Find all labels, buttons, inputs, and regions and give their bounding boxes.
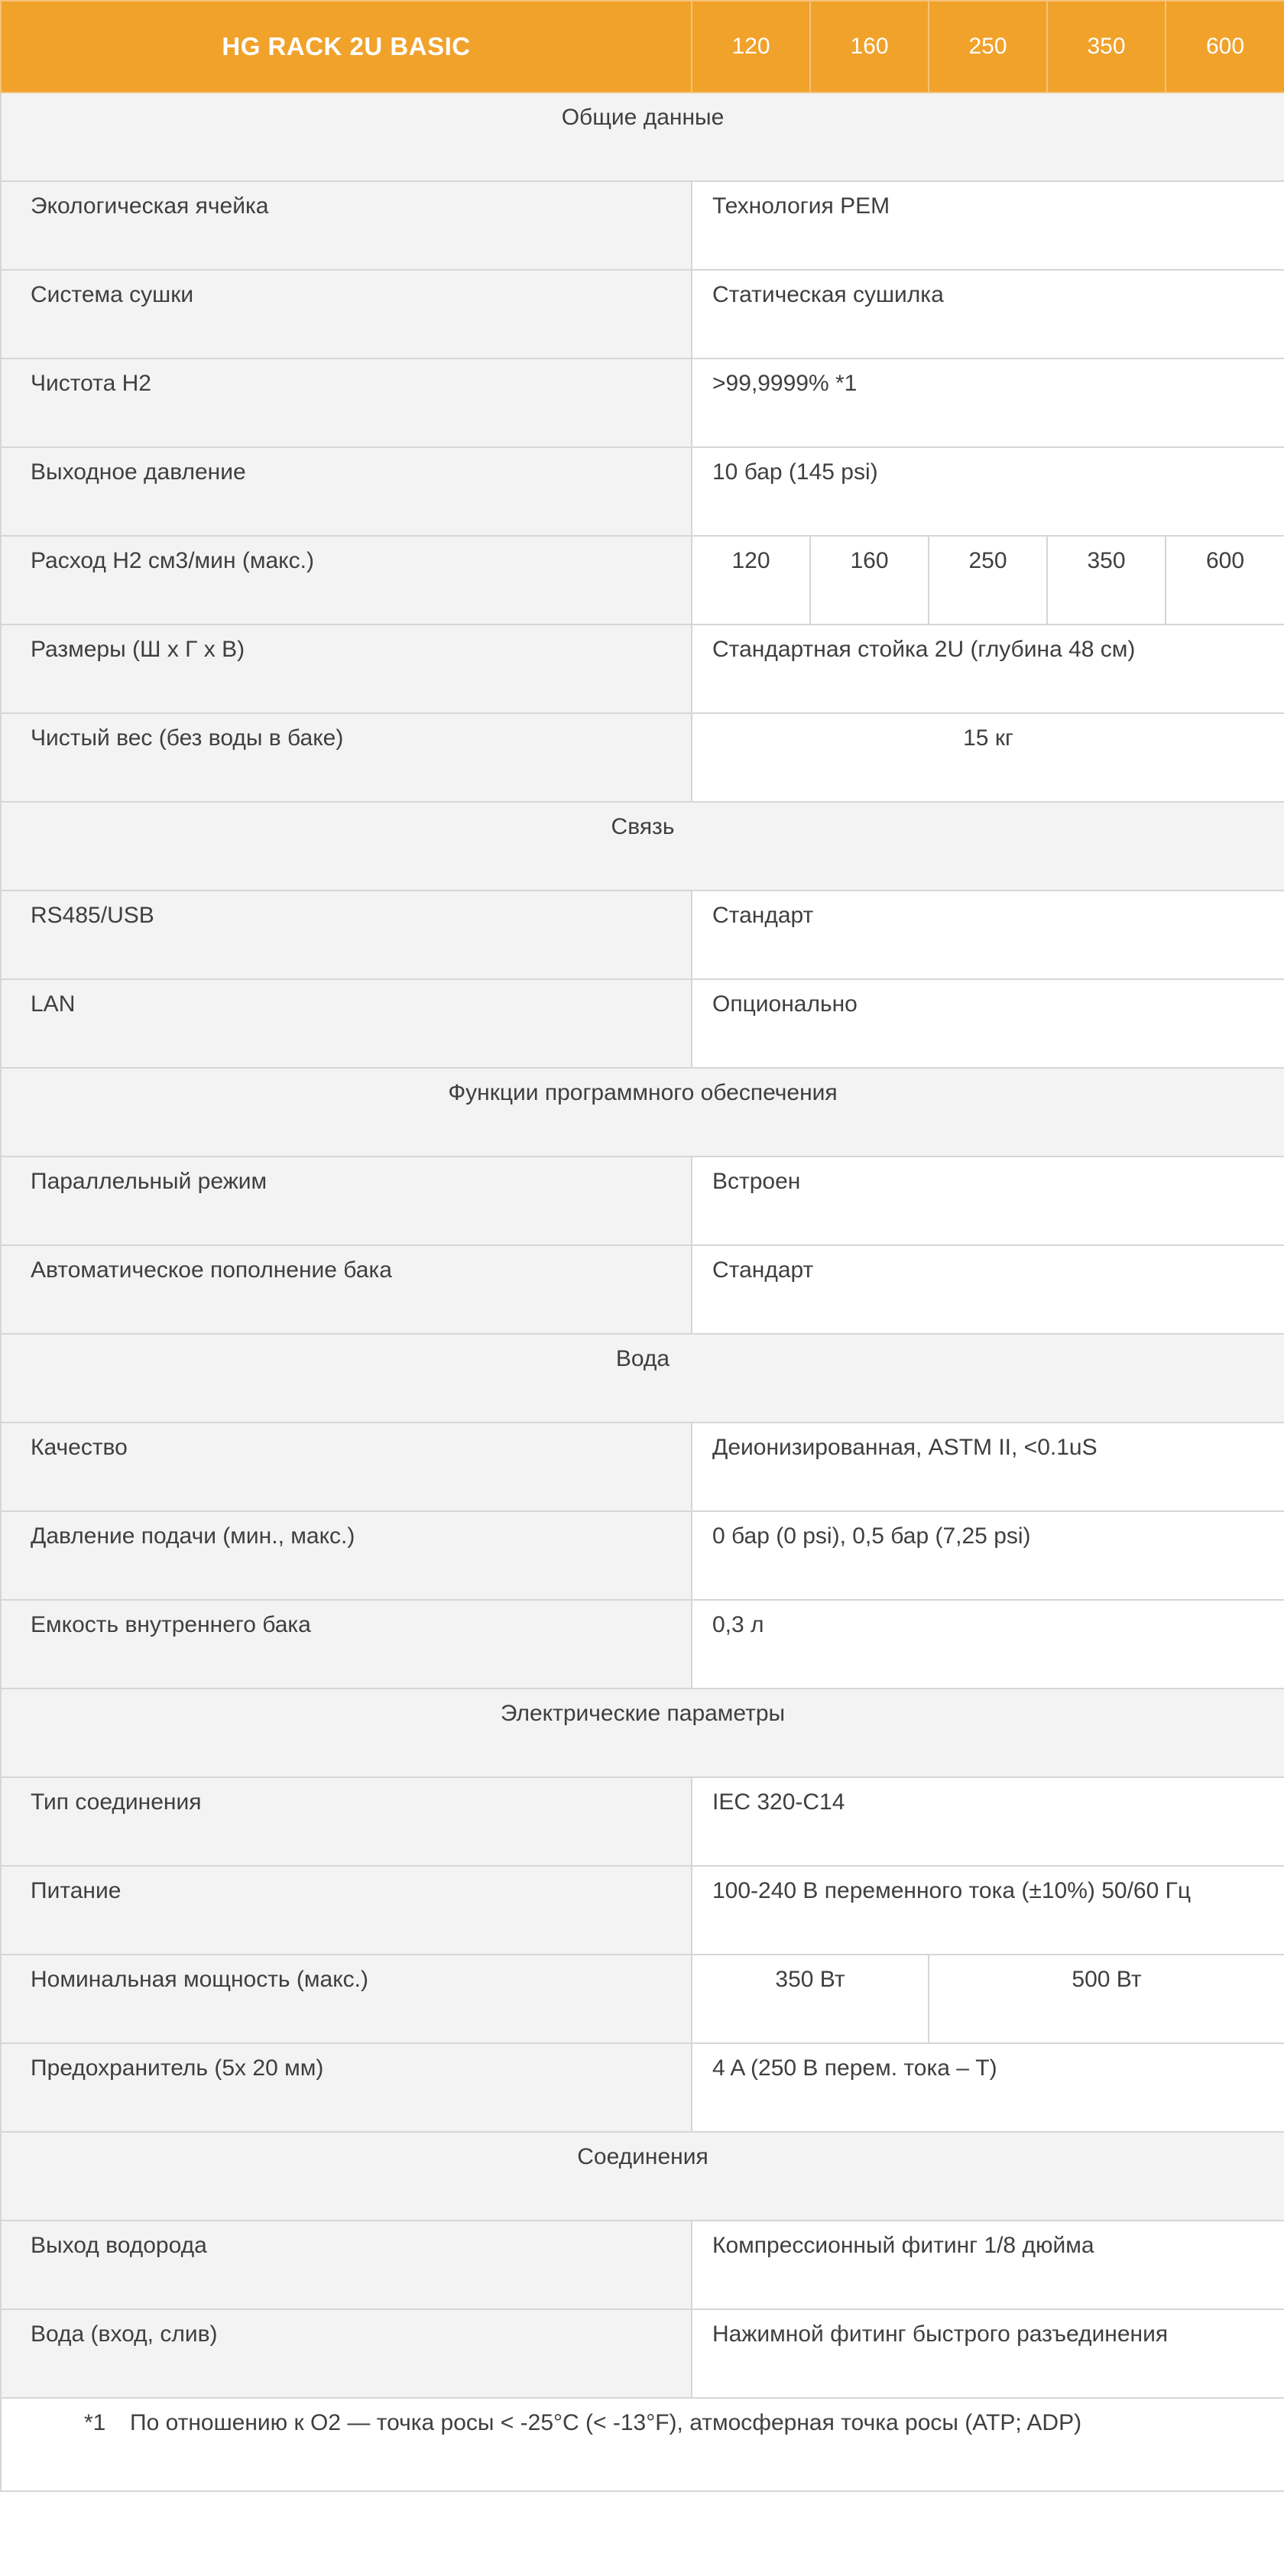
- spec-value: Стандарт: [692, 1245, 1284, 1334]
- section-title: Вода: [1, 1334, 1284, 1423]
- spec-row: [1, 625, 1284, 713]
- spec-row: [1, 1511, 1284, 1600]
- spec-value: 0 бар (0 psi), 0,5 бар (7,25 psi): [692, 1511, 1284, 1600]
- section-row-electrical: [1, 1689, 1284, 1777]
- spec-value: Деионизированная, ASTM II, <0.1uS: [692, 1423, 1284, 1511]
- spec-row: [1, 181, 1284, 270]
- spec-value: Нажимной фитинг быстрого разъединения: [692, 2309, 1284, 2398]
- section-row-water: [1, 1334, 1284, 1423]
- section-title: Связь: [1, 802, 1284, 891]
- spec-label: Система сушки: [1, 270, 692, 358]
- model-column-header: 350: [1047, 1, 1166, 92]
- model-column-header: 120: [692, 1, 810, 92]
- spec-label: Экологическая ячейка: [1, 181, 692, 270]
- spec-row: [1, 447, 1284, 536]
- section-title: Соединения: [1, 2132, 1284, 2221]
- spec-value: Стандартная стойка 2U (глубина 48 см): [692, 625, 1284, 713]
- spec-row: [1, 1600, 1284, 1689]
- spec-value: Стандарт: [692, 891, 1284, 979]
- spec-label: Емкость внутреннего бака: [1, 1600, 692, 1689]
- spec-value: IEC 320-C14: [692, 1777, 1284, 1866]
- spec-label: Тип соединения: [1, 1777, 692, 1866]
- section-title: Функции программного обеспечения: [1, 1068, 1284, 1157]
- spec-label: Расход H2 см3/мин (макс.): [1, 536, 692, 625]
- spec-value: Встроен: [692, 1157, 1284, 1245]
- spec-value: 10 бар (145 psi): [692, 447, 1284, 536]
- spec-row: [1, 891, 1284, 979]
- model-column-header: 250: [929, 1, 1047, 92]
- spec-label: LAN: [1, 979, 692, 1068]
- spec-value: 100-240 В переменного тока (±10%) 50/60 Гц: [692, 1866, 1284, 1955]
- spec-row: [1, 979, 1284, 1068]
- section-row-general: [1, 92, 1284, 181]
- spec-value: 4 A (250 В перем. тока – T): [692, 2043, 1284, 2132]
- power-value: 500 Вт: [929, 1955, 1284, 2043]
- spec-label: Номинальная мощность (макс.): [1, 1955, 692, 2043]
- spec-value: Статическая сушилка: [692, 270, 1284, 358]
- spec-row: [1, 2221, 1284, 2309]
- spec-label: Чистый вес (без воды в баке): [1, 713, 692, 802]
- model-column-header: 160: [810, 1, 929, 92]
- flow-value: 350: [1047, 536, 1166, 625]
- spec-label: Вода (вход, слив): [1, 2309, 692, 2398]
- footnote-row: [1, 2398, 1284, 2491]
- spec-label: Выход водорода: [1, 2221, 692, 2309]
- model-column-header: 600: [1166, 1, 1284, 92]
- flow-value: 600: [1166, 536, 1284, 625]
- spec-row: [1, 2043, 1284, 2132]
- spec-value: >99,9999% *1: [692, 358, 1284, 447]
- flow-value: 120: [692, 536, 810, 625]
- spec-row: [1, 1157, 1284, 1245]
- section-row-software: [1, 1068, 1284, 1157]
- spec-label: RS485/USB: [1, 891, 692, 979]
- spec-label: Качество: [1, 1423, 692, 1511]
- header-row: [1, 1, 1284, 92]
- footnote-text: По отношению к O2 — точка росы < -25°C (< -13°F), атмосферная точка росы (ATP; ADP): [130, 2410, 1082, 2435]
- spec-value: 15 кг: [692, 713, 1284, 802]
- footnote: [1, 2398, 1284, 2491]
- spec-label: Параллельный режим: [1, 1157, 692, 1245]
- power-value: 350 Вт: [692, 1955, 929, 2043]
- spec-row: [1, 2309, 1284, 2398]
- flow-value: 160: [810, 536, 929, 625]
- product-title: HG RACK 2U BASIC: [1, 1, 692, 92]
- spec-row-power: [1, 1955, 1284, 2043]
- flow-value: 250: [929, 536, 1047, 625]
- spec-label: Размеры (Ш x Г x В): [1, 625, 692, 713]
- spec-value: 0,3 л: [692, 1600, 1284, 1689]
- section-row-communication: [1, 802, 1284, 891]
- spec-value: Технология PEM: [692, 181, 1284, 270]
- spec-row: [1, 1866, 1284, 1955]
- spec-row: [1, 1777, 1284, 1866]
- section-title: Электрические параметры: [1, 1689, 1284, 1777]
- section-row-connections: [1, 2132, 1284, 2221]
- spec-label: Автоматическое пополнение бака: [1, 1245, 692, 1334]
- section-title: Общие данные: [1, 92, 1284, 181]
- spec-row: [1, 1245, 1284, 1334]
- spec-row-flow: [1, 536, 1284, 625]
- spec-label: Предохранитель (5x 20 мм): [1, 2043, 692, 2132]
- spec-label: Давление подачи (мин., макс.): [1, 1511, 692, 1600]
- spec-row: [1, 358, 1284, 447]
- spec-row: [1, 270, 1284, 358]
- spec-value: Опционально: [692, 979, 1284, 1068]
- spec-label: Выходное давление: [1, 447, 692, 536]
- spec-row: [1, 713, 1284, 802]
- spec-label: Чистота H2: [1, 358, 692, 447]
- footnote-mark: *1: [84, 2410, 106, 2435]
- spec-value: Компрессионный фитинг 1/8 дюйма: [692, 2221, 1284, 2309]
- spec-row: [1, 1423, 1284, 1511]
- spec-label: Питание: [1, 1866, 692, 1955]
